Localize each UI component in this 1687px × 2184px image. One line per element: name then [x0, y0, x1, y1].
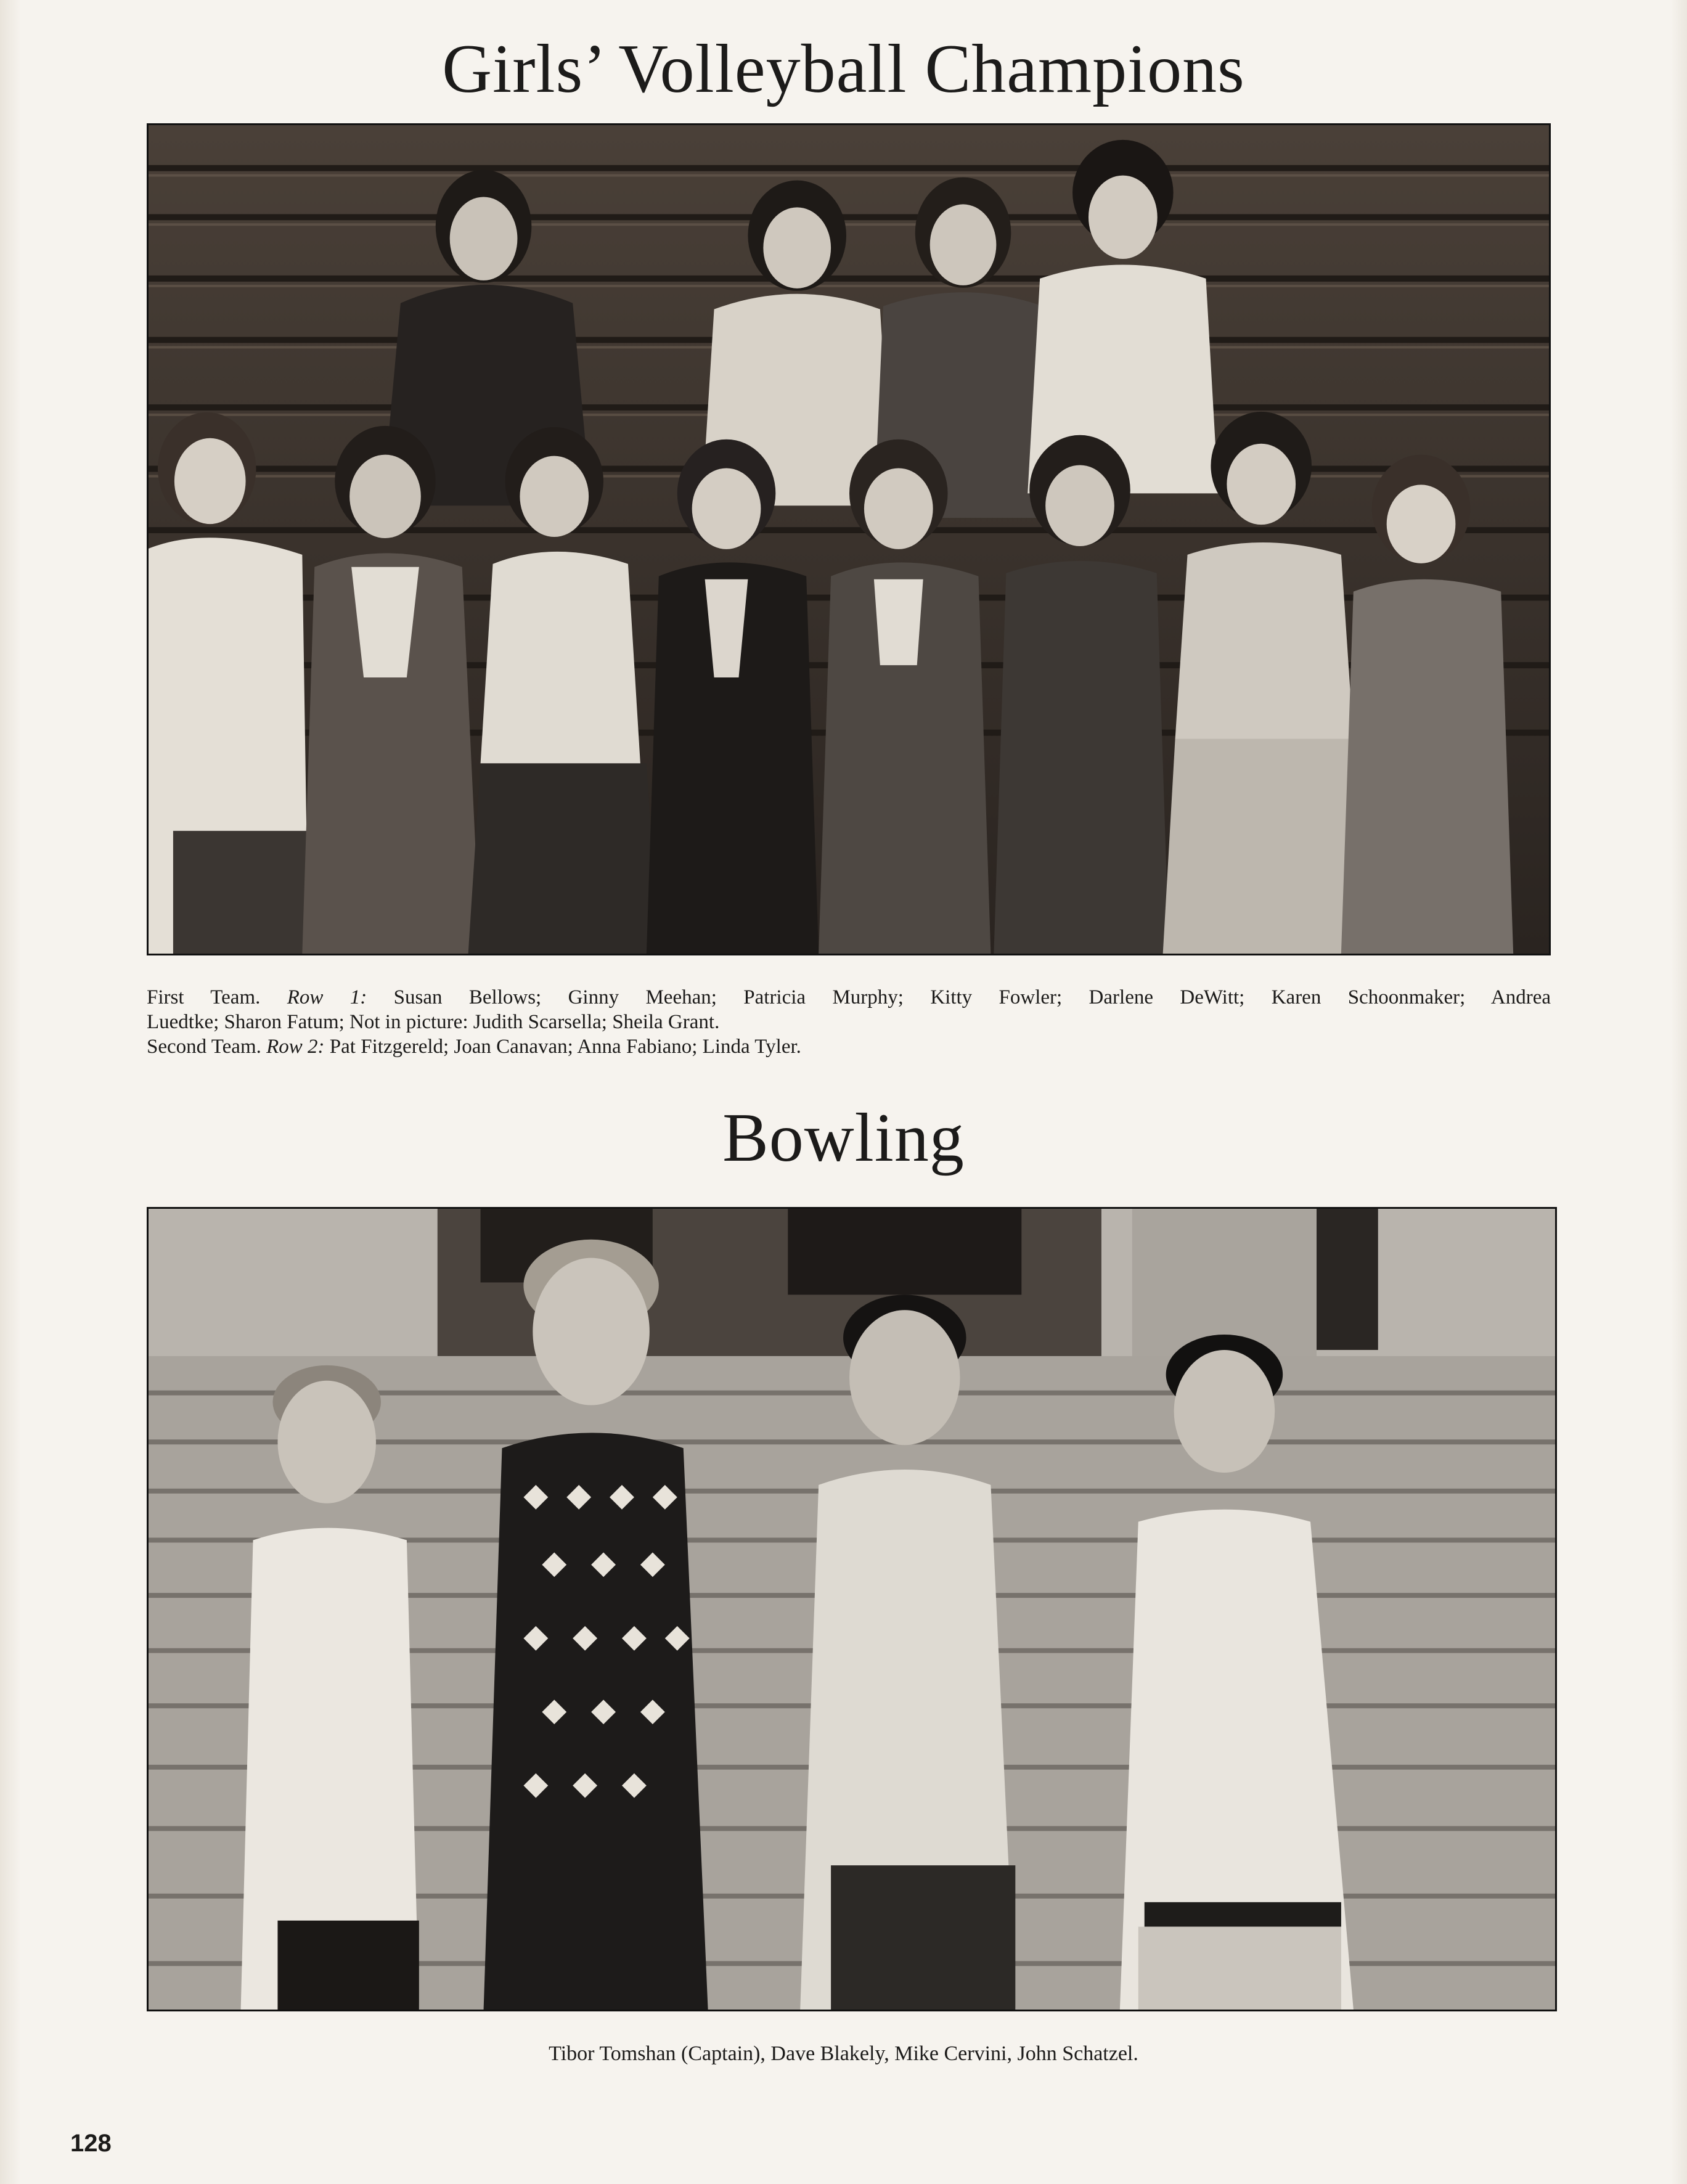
roster-names: Pat Fitzgereld; Joan Canavan; Anna Fabiano; Linda Tyler.: [329, 1036, 801, 1058]
caption-line: [147, 985, 1551, 1010]
volleyball-photo-illustration: [149, 125, 1549, 954]
team-label: First Team.: [147, 986, 261, 1008]
volleyball-caption: [147, 985, 1551, 1059]
caption-line: [147, 1034, 1551, 1059]
row-label: Row 1:: [287, 986, 367, 1008]
bowling-team-photo: [147, 1207, 1557, 2011]
volleyball-team-photo: [147, 123, 1551, 955]
page-edge: [1671, 0, 1687, 2184]
bowling-caption: Tibor Tomshan (Captain), Dave Blakely, Mike Cervini, John Schatzel.: [549, 2042, 1138, 2065]
page-edge: [0, 0, 21, 2184]
row-label: Row 2:: [266, 1036, 325, 1058]
bowling-photo-illustration: [149, 1209, 1555, 2010]
caption-line: Luedtke; Sharon Fatum; Not in picture: Judith Scarsella; Sheila Grant.: [147, 1011, 720, 1033]
volleyball-title: Girls’ Volleyball Champions: [442, 31, 1245, 107]
bowling-title: Bowling: [722, 1100, 965, 1176]
team-label: Second Team.: [147, 1036, 261, 1058]
page-number: 128: [70, 2130, 112, 2157]
roster-names: Susan Bellows; Ginny Meehan; Patricia Murphy; Kitty Fowler; Darlene DeWitt; Karen Schoonmaker; Andrea: [393, 986, 1551, 1008]
